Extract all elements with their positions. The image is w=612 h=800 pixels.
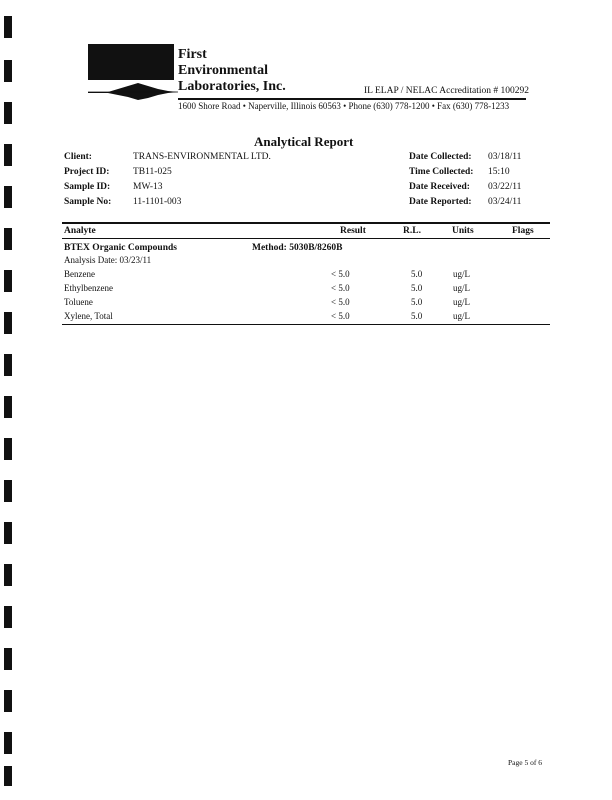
- scan-mark: [4, 564, 12, 586]
- scan-mark: [4, 690, 12, 712]
- group-title: BTEX Organic Compounds: [64, 243, 177, 253]
- date-collected-value: 03/18/11: [488, 152, 522, 162]
- sample-id-label: Sample ID:: [64, 182, 111, 192]
- lab-name-line2: Environmental: [178, 63, 268, 78]
- table-row-rl: 5.0: [411, 283, 423, 293]
- col-header-rl: R.L.: [403, 226, 421, 236]
- col-header-units: Units: [452, 226, 474, 236]
- scan-mark: [4, 144, 12, 166]
- company-logo: [88, 44, 174, 80]
- table-row-result: < 5.0: [331, 311, 350, 321]
- table-row-rl: 5.0: [411, 297, 423, 307]
- scan-mark: [4, 228, 12, 250]
- accreditation: IL ELAP / NELAC Accreditation # 100292: [364, 86, 529, 96]
- table-row-result: < 5.0: [331, 283, 350, 293]
- letterhead-rule: [178, 98, 526, 100]
- table-row-analyte: Xylene, Total: [64, 311, 113, 321]
- col-header-result: Result: [340, 226, 366, 236]
- date-received-label: Date Received:: [409, 182, 470, 192]
- scan-mark: [4, 354, 12, 376]
- sample-id-value: MW-13: [133, 182, 163, 192]
- page-number: Page 5 of 6: [508, 758, 542, 767]
- table-row-analyte: Benzene: [64, 269, 95, 279]
- scan-mark: [4, 186, 12, 208]
- logo-wave-icon: [88, 80, 178, 102]
- scan-mark: [4, 102, 12, 124]
- table-row-result: < 5.0: [331, 269, 350, 279]
- date-received-value: 03/22/11: [488, 182, 522, 192]
- scan-mark: [4, 16, 12, 38]
- client-value: TRANS-ENVIRONMENTAL LTD.: [133, 152, 271, 162]
- table-row-units: ug/L: [453, 269, 470, 279]
- date-reported-value: 03/24/11: [488, 197, 522, 207]
- scan-mark: [4, 60, 12, 82]
- method-label: Method: 5030B/8260B: [252, 243, 343, 253]
- col-header-analyte: Analyte: [64, 226, 96, 236]
- scan-mark: [4, 648, 12, 670]
- table-row-result: < 5.0: [331, 297, 350, 307]
- sample-no-value: 11-1101-003: [133, 197, 182, 207]
- table-row-analyte: Ethylbenzene: [64, 283, 113, 293]
- scan-mark: [4, 606, 12, 628]
- project-id-label: Project ID:: [64, 167, 110, 177]
- table-row-analyte: Toluene: [64, 297, 93, 307]
- table-row-rl: 5.0: [411, 311, 423, 321]
- lab-name-line3: Laboratories, Inc.: [178, 79, 286, 94]
- time-collected-value: 15:10: [488, 167, 510, 177]
- table-bottom-rule: [62, 324, 550, 325]
- scan-mark: [4, 438, 12, 460]
- analysis-date: Analysis Date: 03/23/11: [64, 255, 152, 265]
- scan-mark: [4, 270, 12, 292]
- scan-mark: [4, 522, 12, 544]
- date-reported-label: Date Reported:: [409, 197, 472, 207]
- table-row-rl: 5.0: [411, 269, 423, 279]
- scan-mark: [4, 732, 12, 754]
- lab-name-line1: First: [178, 47, 207, 62]
- col-header-flags: Flags: [512, 226, 534, 236]
- table-top-rule: [62, 222, 550, 224]
- table-row-units: ug/L: [453, 297, 470, 307]
- table-header-rule: [62, 238, 550, 239]
- scan-mark: [4, 396, 12, 418]
- time-collected-label: Time Collected:: [409, 167, 474, 177]
- scan-mark: [4, 312, 12, 334]
- report-title: Analytical Report: [254, 134, 354, 149]
- project-id-value: TB11-025: [133, 167, 172, 177]
- client-label: Client:: [64, 152, 92, 162]
- scan-mark: [4, 480, 12, 502]
- table-row-units: ug/L: [453, 283, 470, 293]
- scan-mark: [4, 766, 12, 786]
- sample-no-label: Sample No:: [64, 197, 112, 207]
- table-row-units: ug/L: [453, 311, 470, 321]
- lab-address: 1600 Shore Road • Naperville, Illinois 60563 • Phone (630) 778-1200 • Fax (630) 778-1233: [178, 101, 510, 111]
- date-collected-label: Date Collected:: [409, 152, 472, 162]
